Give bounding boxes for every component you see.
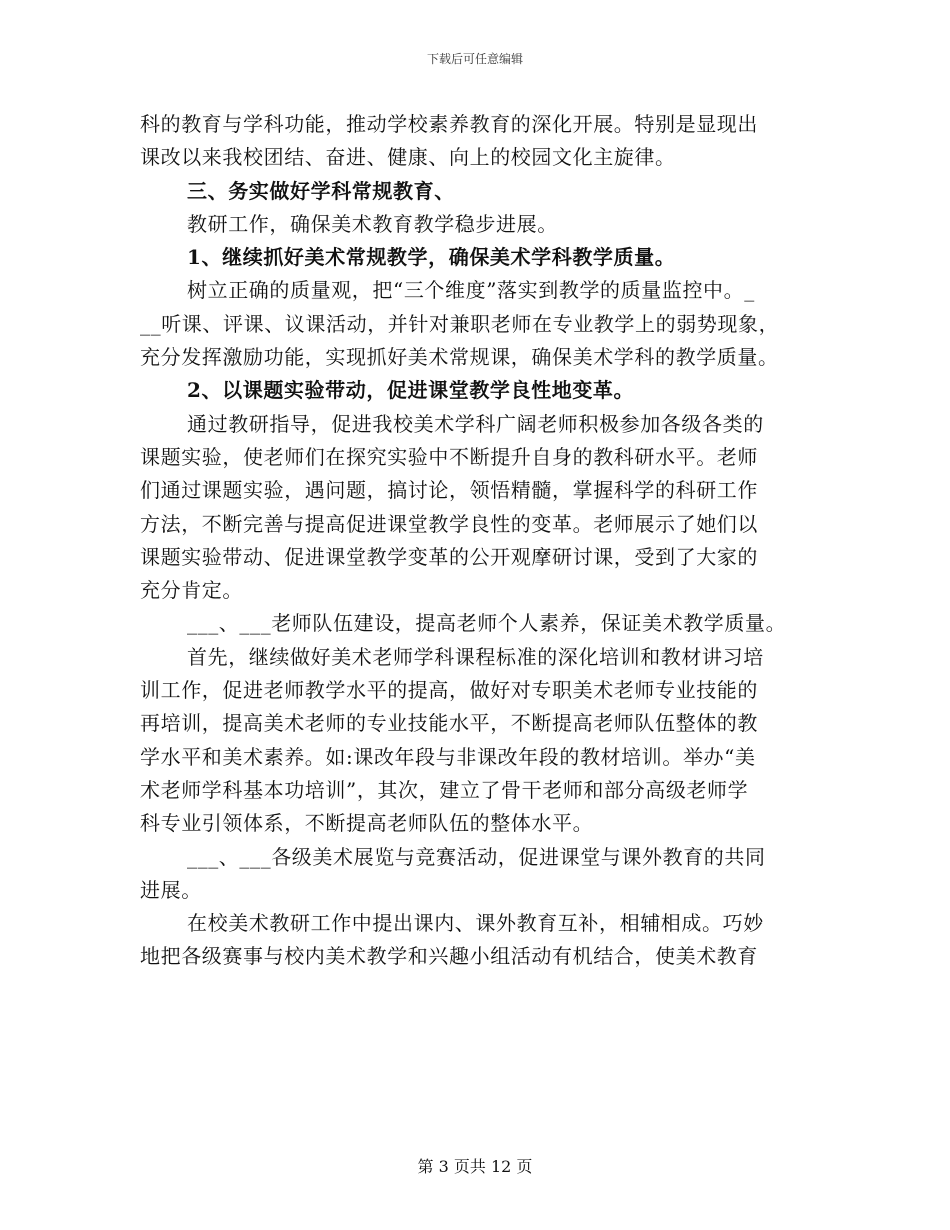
paragraph-line: 课题实验带动、促进课堂教学变革的公开观摩研讨课，受到了大家的 xyxy=(140,544,758,569)
paragraph-line: ___、___各级美术展览与竞赛活动，促进课堂与课外教育的共同 xyxy=(187,844,766,869)
paragraph-line: 进展。 xyxy=(140,877,202,902)
section-heading-line: 2、以课题实验带动，促进课堂教学良性地变革。 xyxy=(187,378,635,403)
paragraph-line: 们通过课题实验，遇问题，搞讨论，领悟精髓，掌握科学的科研工作 xyxy=(140,478,758,503)
paragraph-line: 充分肯定。 xyxy=(140,578,243,603)
paragraph-line: 充分发挥激励功能，实现抓好美术常规课，确保美术学科的教学质量。 xyxy=(140,345,779,370)
paragraph-line: 树立正确的质量观，把“三个维度”落实到教学的质量监控中。_ xyxy=(187,278,755,303)
paragraph-line: 训工作，促进老师教学水平的提高，做好对专职美术老师专业技能的 xyxy=(140,678,758,703)
paragraph-line: 科专业引领体系，不断提高老师队伍的整体水平。 xyxy=(140,811,594,836)
paragraph-line: __听课、评课、议课活动，并针对兼职老师在专业教学上的弱势现象， xyxy=(140,311,780,336)
section-heading-line: 三、务实做好学科常规教育、 xyxy=(187,178,455,203)
paragraph-line: 在校美术教研工作中提出课内、课外教育互补，相辅相成。巧妙 xyxy=(187,911,764,936)
paragraph-line: 地把各级赛事与校内美术教学和兴趣小组活动有机结合，使美术教育 xyxy=(140,944,758,969)
paragraph-line: ___、___老师队伍建设，提高老师个人素养，保证美术教学质量。 xyxy=(187,611,787,636)
paragraph-line: 方法，不断完善与提高促进课堂教学良性的变革。老师展示了她们以 xyxy=(140,511,758,536)
paragraph-line: 科的教育与学科功能，推动学校素养教育的深化开展。特别是显现出 xyxy=(140,112,758,136)
paragraph-line: 课题实验，使老师们在探究实验中不断提升自身的教科研水平。老师 xyxy=(140,444,758,469)
paragraph-line: 学水平和美术素养。如:课改年段与非课改年段的教材培训。举办“美 xyxy=(140,744,756,769)
page-footer: 第 3 页共 12 页 xyxy=(417,1157,533,1176)
paragraph-line: 再培训，提高美术老师的专业技能水平，不断提高老师队伍整体的教 xyxy=(140,711,758,736)
page-header: 下载后可任意编辑 xyxy=(426,52,523,66)
paragraph-line: 课改以来我校团结、奋进、健康、向上的校园文化主旋律。 xyxy=(140,145,676,170)
paragraph-line: 教研工作，确保美术教育教学稳步进展。 xyxy=(187,211,558,236)
paragraph-line: 首先，继续做好美术老师学科课程标准的深化培训和教材讲习培 xyxy=(187,644,764,669)
paragraph-line: 术老师学科基本功培训”，其次，建立了骨干老师和部分高级老师学 xyxy=(140,777,749,802)
section-heading-line: 1、继续抓好美术常规教学，确保美术学科教学质量。 xyxy=(187,245,676,270)
paragraph-line: 通过教研指导，促进我校美术学科广阔老师积极参加各级各类的 xyxy=(187,411,764,436)
document-body xyxy=(140,108,810,974)
